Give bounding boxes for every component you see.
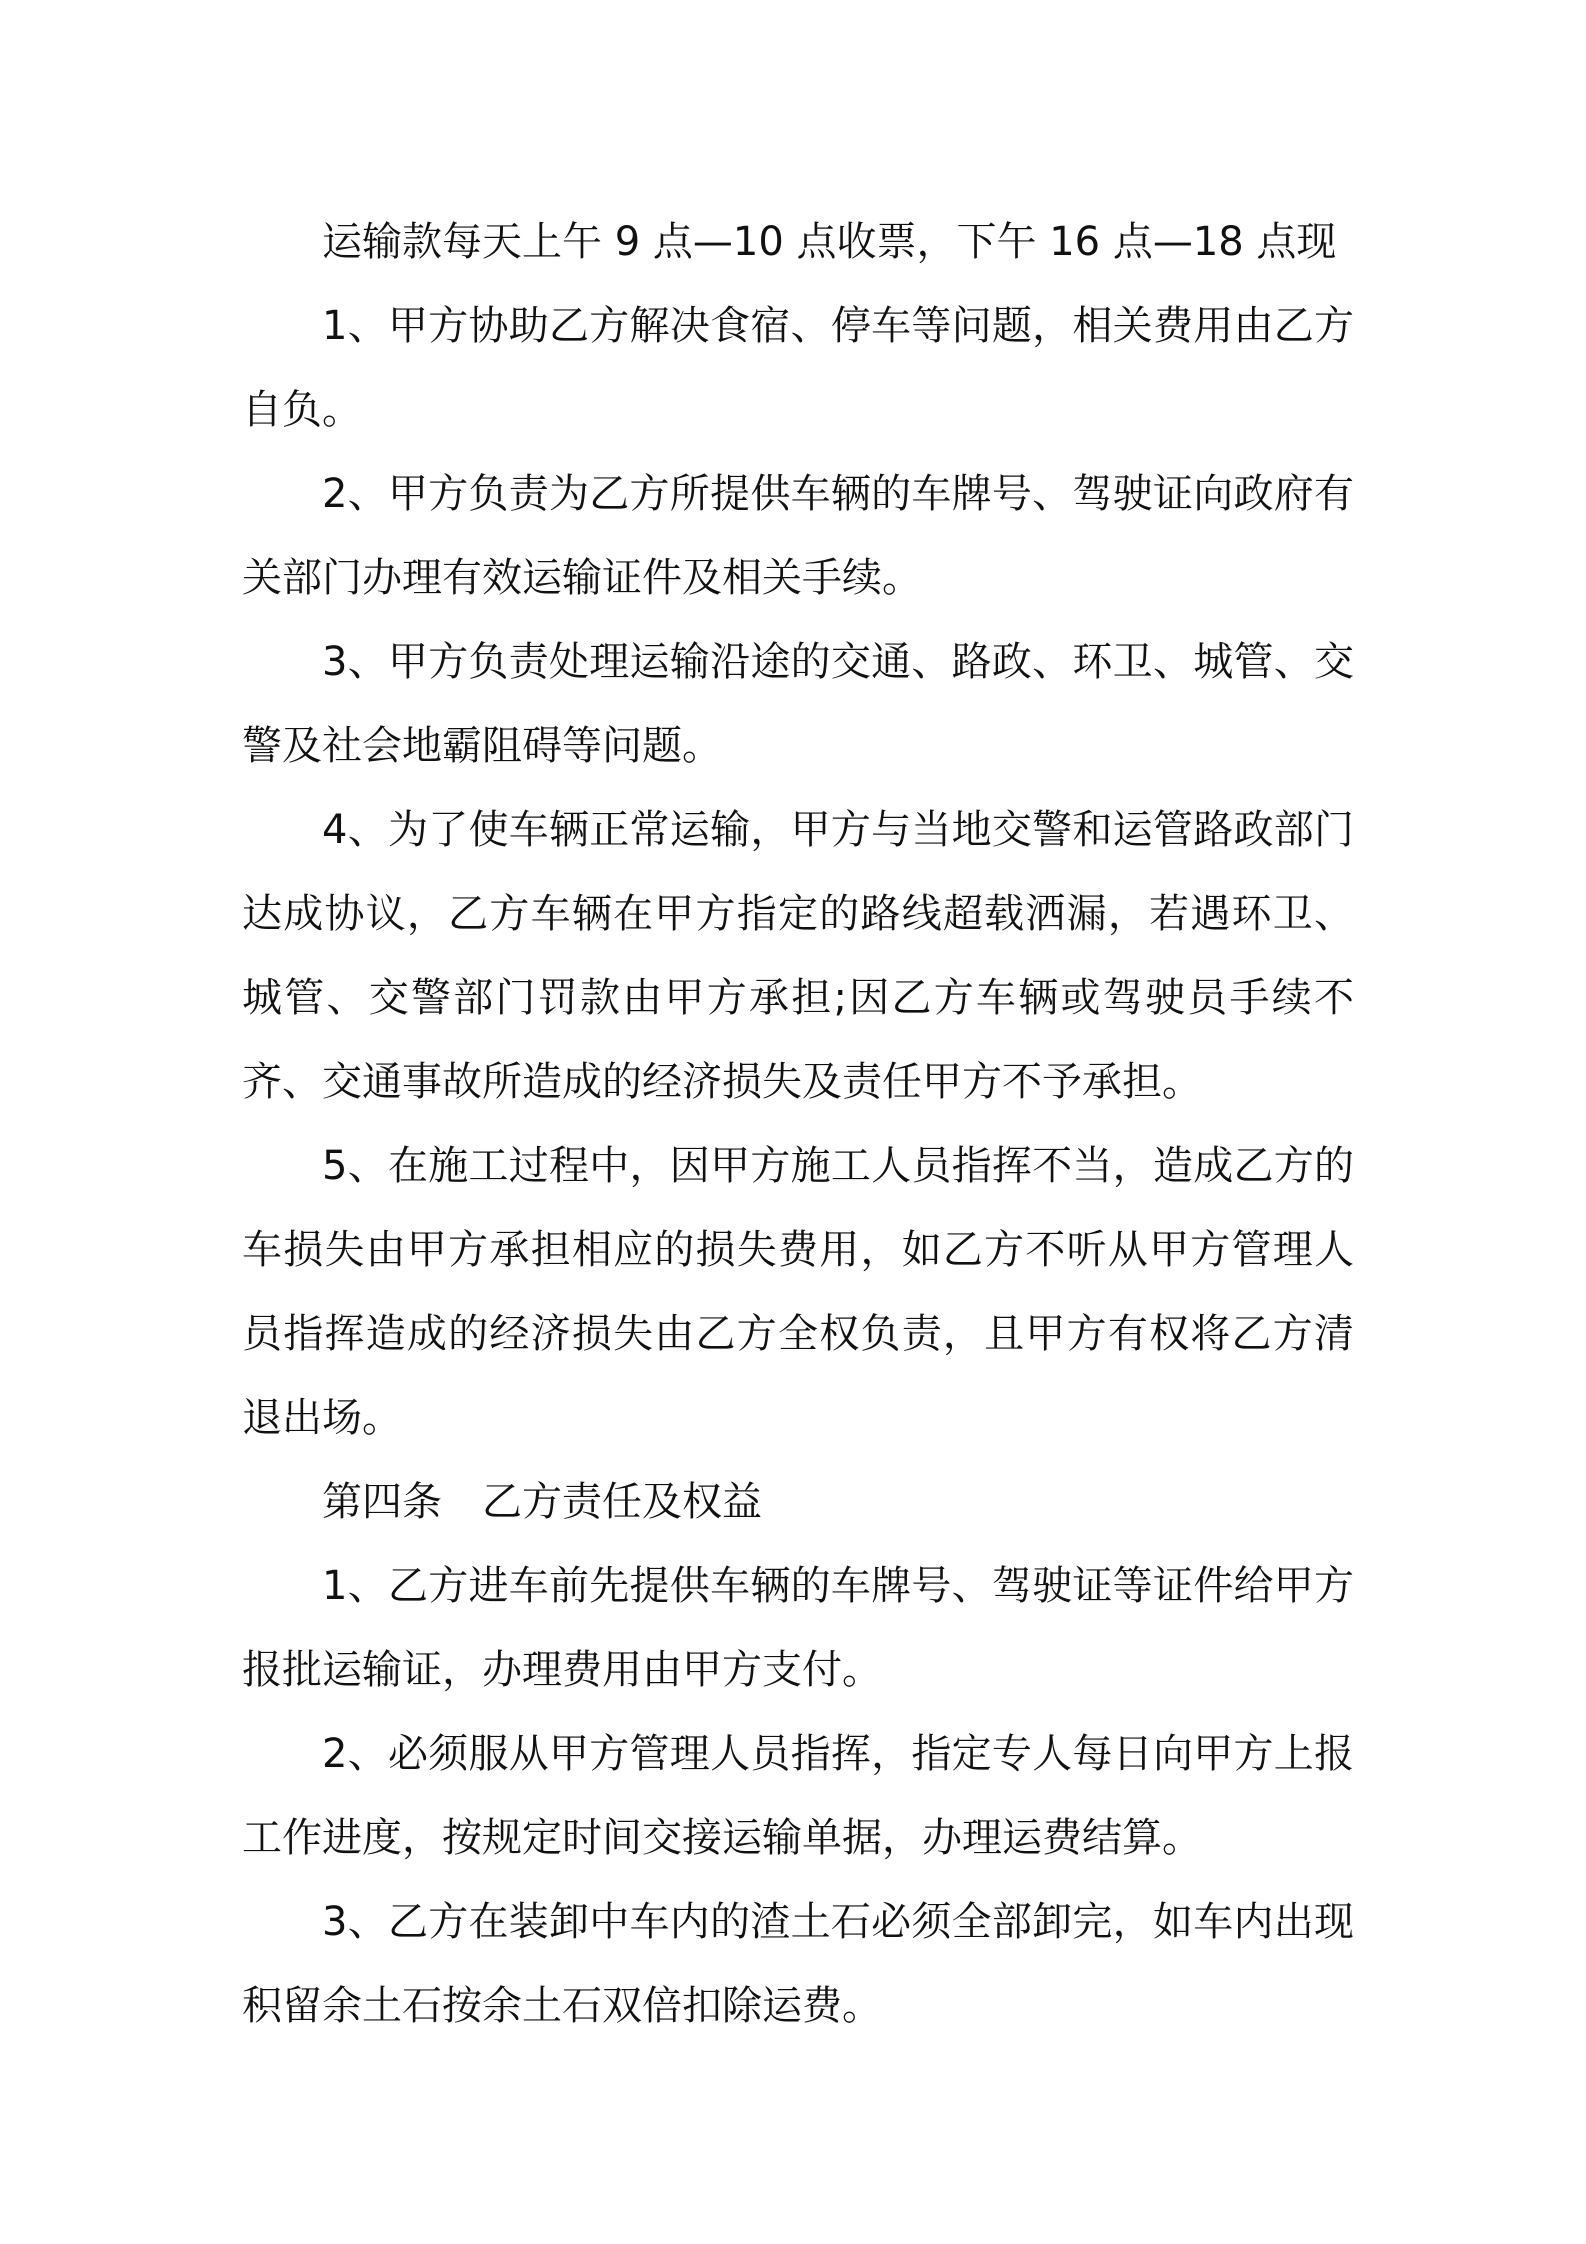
paragraph-party-b-3: 3、乙方在装卸中车内的渣土石必须全部卸完，如车内出现积留余土石按余土石双倍扣除运费。 (242, 1899, 1354, 2029)
section-title: 乙方责任及权益 (482, 1479, 762, 1525)
paragraph-party-a-3: 3、甲方负责处理运输沿途的交通、路政、环卫、城管、交警及社会地霸阻碍等问题。 (242, 639, 1354, 769)
paragraph-party-a-5: 5、在施工过程中，因甲方施工人员指挥不当，造成乙方的车损失由甲方承担相应的损失费用，如乙方不听从甲方管理人员指挥造成的经济损失由乙方全权负责，且甲方有权将乙方清退出场。 (242, 1143, 1354, 1441)
paragraph-party-b-2: 2、必须服从甲方管理人员指挥，指定专人每日向甲方上报工作进度，按规定时间交接运输单据，办理运费结算。 (242, 1731, 1354, 1861)
document-body (242, 200, 1354, 2048)
paragraph-party-a-4: 4、为了使车辆正常运输，甲方与当地交警和运管路政部门达成协议，乙方车辆在甲方指定的路线超载洒漏，若遇环卫、城管、交警部门罚款由甲方承担;因乙方车辆或驾驶员手续不齐、交通事故所造成的经济损失及责任甲方不予承担。 (242, 807, 1354, 1105)
paragraph-party-b-1: 1、乙方进车前先提供车辆的车牌号、驾驶证等证件给甲方报批运输证，办理费用由甲方支付。 (242, 1563, 1354, 1693)
section-number: 第四条 (322, 1479, 442, 1525)
paragraph-payment-hours: 运输款每天上午 9 点—10 点收票，下午 16 点—18 点现 (322, 219, 1337, 265)
paragraph-party-a-1: 1、甲方协助乙方解决食宿、停车等问题，相关费用由乙方自负。 (242, 303, 1354, 433)
paragraph-party-a-2: 2、甲方负责为乙方所提供车辆的车牌号、驾驶证向政府有关部门办理有效运输证件及相关手续。 (242, 471, 1354, 601)
section-heading (242, 1460, 1354, 1544)
